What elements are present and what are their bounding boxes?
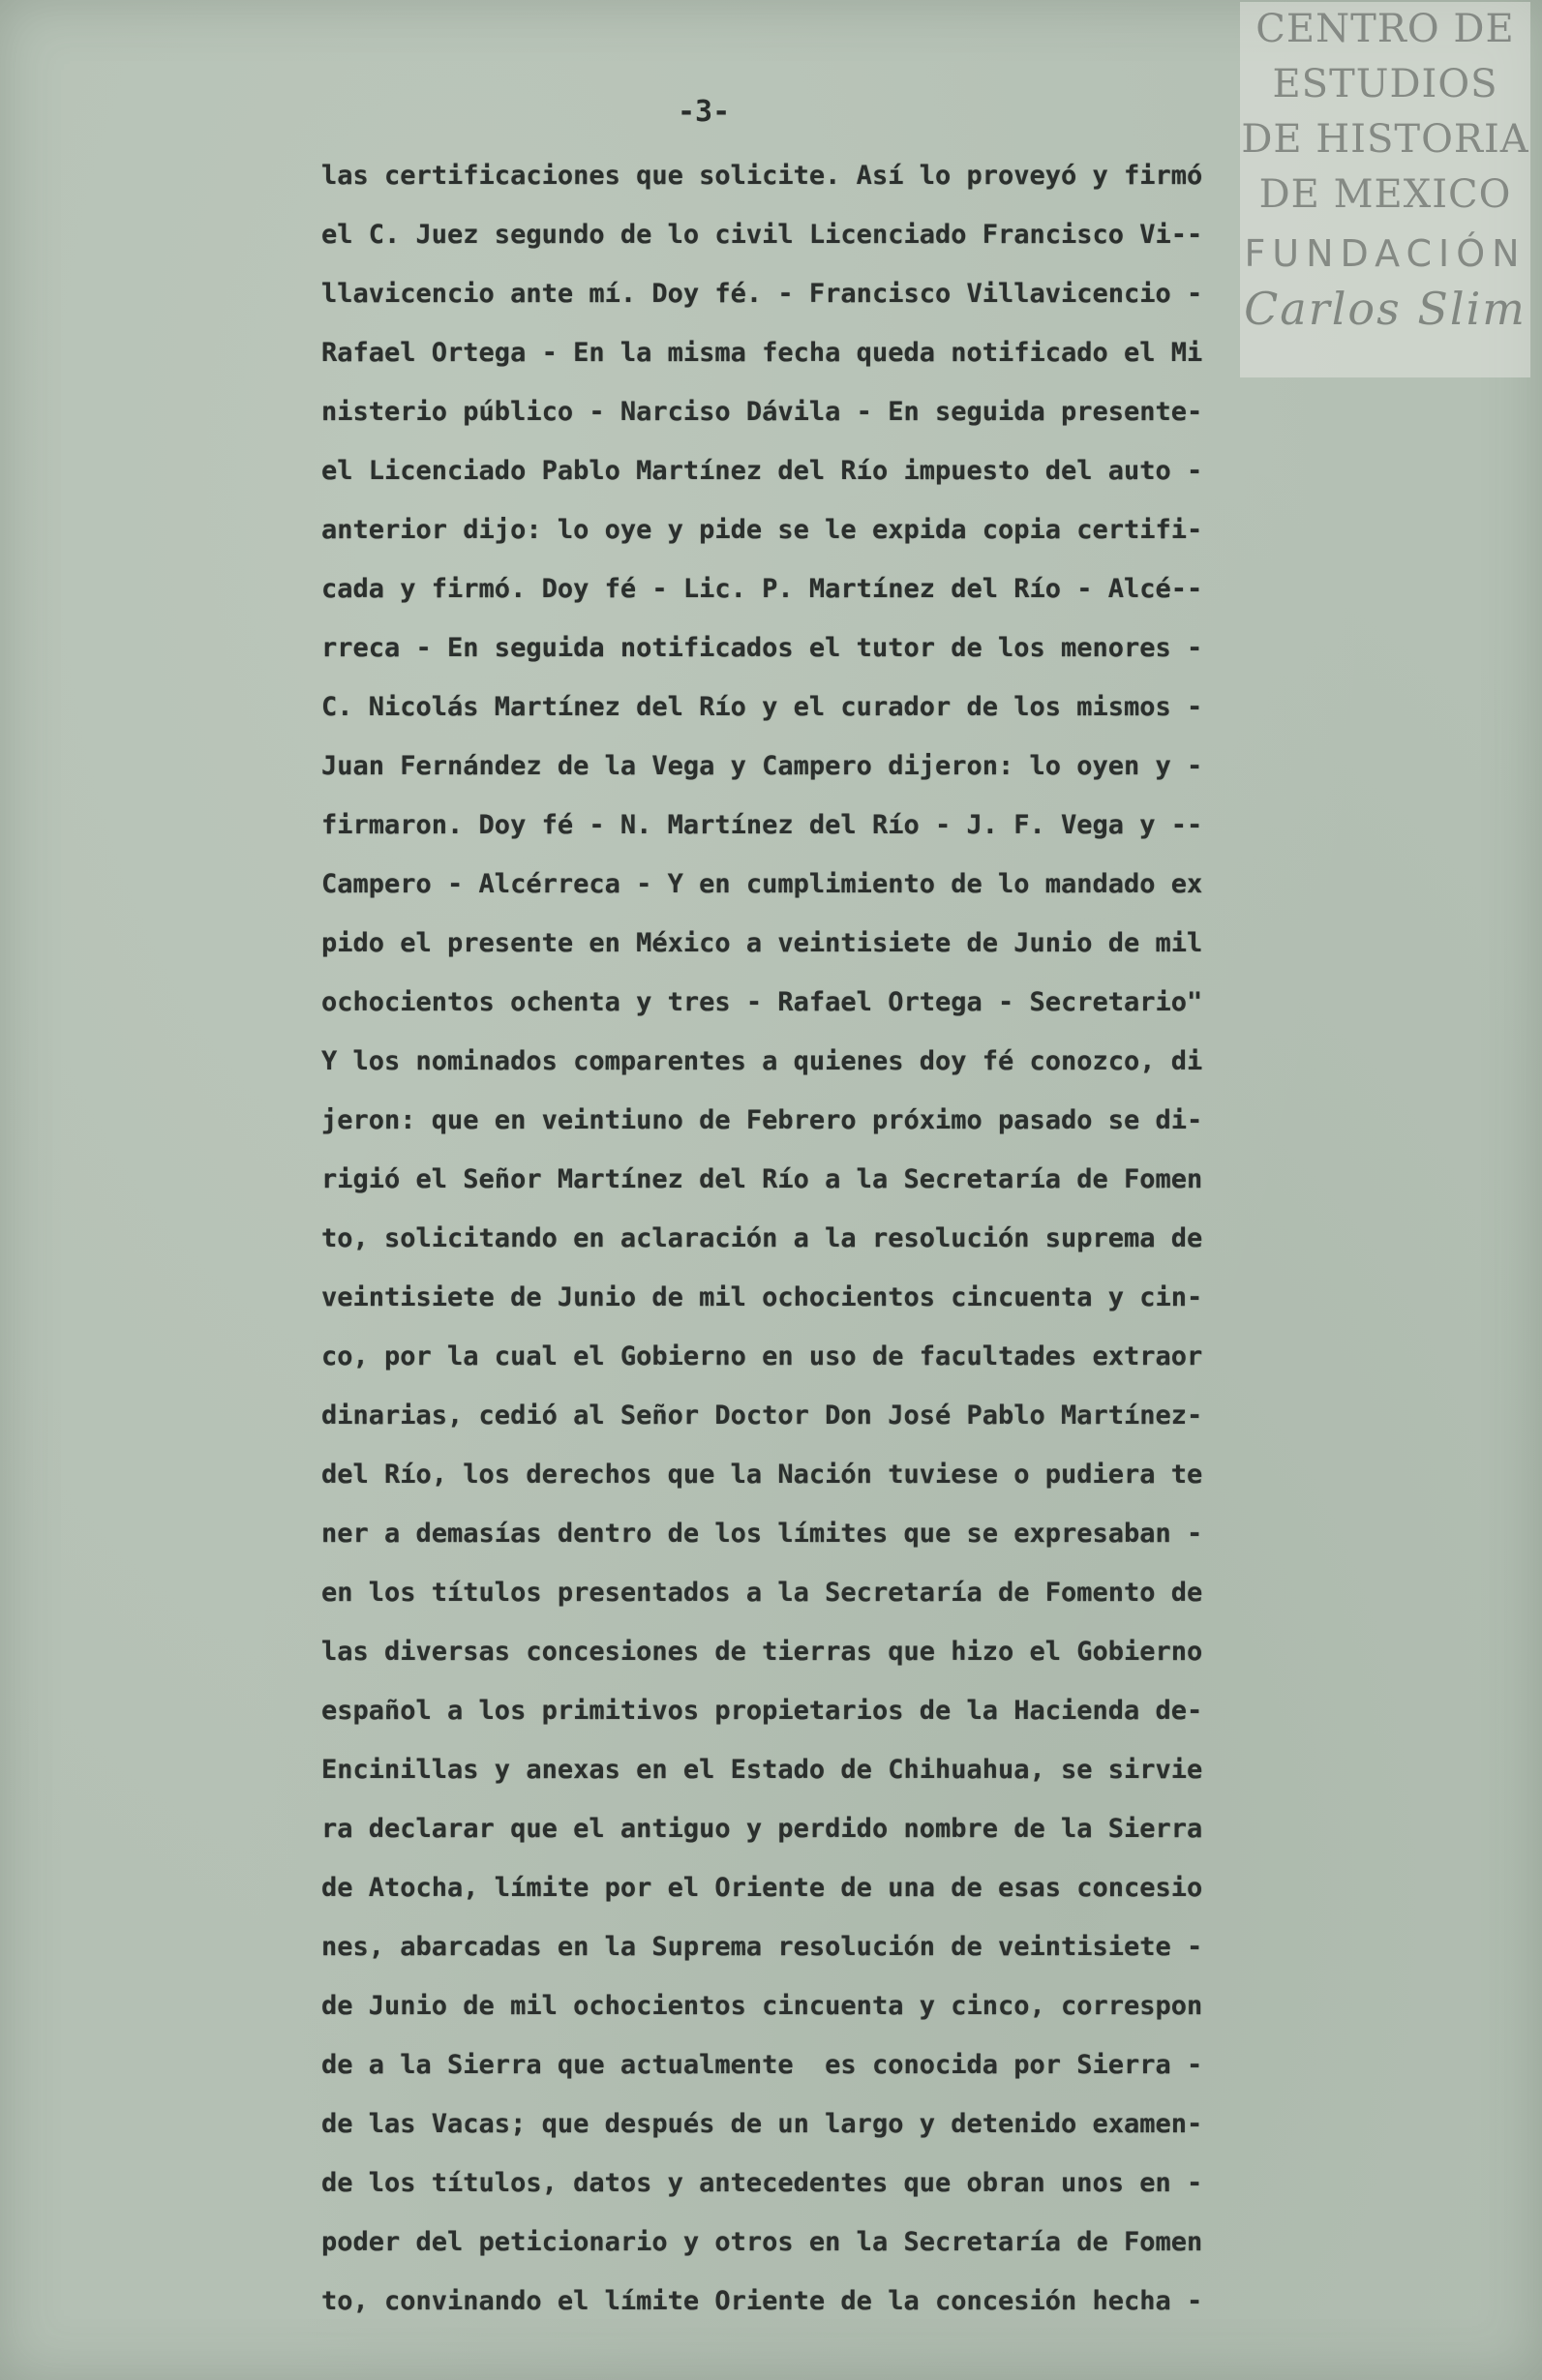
text-line: en los títulos presentados a la Secretaría de Fomento de bbox=[321, 1578, 1203, 1608]
text-line: to, convinando el límite Oriente de la concesión hecha - bbox=[321, 2286, 1203, 2316]
text-line: de los títulos, datos y antecedentes que obran unos en - bbox=[321, 2168, 1203, 2198]
watermark-signature: Carlos Slim bbox=[1244, 283, 1527, 335]
text-line: el C. Juez segundo de lo civil Licenciado Francisco Vi-- bbox=[321, 220, 1203, 250]
text-line: Campero - Alcérreca - Y en cumplimiento de lo mandado ex bbox=[321, 869, 1203, 899]
text-line: de las Vacas; que después de un largo y detenido examen- bbox=[321, 2109, 1203, 2139]
text-line: anterior dijo: lo oye y pide se le expida copia certifi- bbox=[321, 515, 1203, 545]
typewritten-body bbox=[321, 157, 1328, 2341]
text-line: de a la Sierra que actualmente es conocida por Sierra - bbox=[321, 2050, 1203, 2080]
text-line: ner a demasías dentro de los límites que se expresaban - bbox=[321, 1519, 1203, 1549]
text-line: firmaron. Doy fé - N. Martínez del Río - J. F. Vega y -- bbox=[321, 810, 1203, 840]
text-line: co, por la cual el Gobierno en uso de facultades extraor bbox=[321, 1341, 1203, 1371]
text-line: to, solicitando en aclaración a la resolución suprema de bbox=[321, 1223, 1203, 1253]
text-line: el Licenciado Pablo Martínez del Río impuesto del auto - bbox=[321, 456, 1203, 486]
page-number: -3- bbox=[678, 95, 731, 129]
text-line: ochocientos ochenta y tres - Rafael Ortega - Secretario" bbox=[321, 987, 1203, 1017]
text-line: de Junio de mil ochocientos cincuenta y cinco, correspon bbox=[321, 1991, 1203, 2021]
watermark-line: DE MEXICO bbox=[1258, 172, 1512, 217]
text-line: Rafael Ortega - En la misma fecha queda notificado el Mi bbox=[321, 338, 1203, 368]
text-line: Juan Fernández de la Vega y Campero dijeron: lo oyen y - bbox=[321, 751, 1203, 781]
text-line: nisterio público - Narciso Dávila - En seguida presente- bbox=[321, 397, 1203, 427]
watermark-line: ESTUDIOS bbox=[1272, 62, 1498, 106]
text-line: C. Nicolás Martínez del Río y el curador de los mismos - bbox=[321, 692, 1203, 722]
text-line: dinarias, cedió al Señor Doctor Don José Pablo Martínez- bbox=[321, 1401, 1203, 1431]
watermark-line: DE HISTORIA bbox=[1241, 117, 1529, 162]
text-line: Y los nominados comparentes a quienes doy fé conozco, di bbox=[321, 1046, 1203, 1076]
text-line: las diversas concesiones de tierras que hizo el Gobierno bbox=[321, 1637, 1203, 1667]
text-line: rreca - En seguida notificados el tutor de los menores - bbox=[321, 633, 1203, 663]
text-line: pido el presente en México a veintisiete de Junio de mil bbox=[321, 928, 1203, 958]
watermark-line: CENTRO DE bbox=[1255, 7, 1515, 51]
text-line: poder del peticionario y otros en la Secretaría de Fomen bbox=[321, 2227, 1203, 2257]
text-line: jeron: que en veintiuno de Febrero próximo pasado se di- bbox=[321, 1105, 1203, 1135]
text-line: rigió el Señor Martínez del Río a la Secretaría de Fomen bbox=[321, 1164, 1203, 1194]
text-line: español a los primitivos propietarios de la Hacienda de- bbox=[321, 1696, 1203, 1726]
text-line: llavicencio ante mí. Doy fé. - Francisco Villavicencio - bbox=[321, 279, 1203, 309]
text-line: ra declarar que el antiguo y perdido nombre de la Sierra bbox=[321, 1814, 1203, 1844]
text-line: veintisiete de Junio de mil ochocientos cincuenta y cin- bbox=[321, 1282, 1203, 1312]
text-line: las certificaciones que solicite. Así lo proveyó y firmó bbox=[321, 161, 1203, 191]
text-line: del Río, los derechos que la Nación tuviese o pudiera te bbox=[321, 1460, 1203, 1490]
text-line: nes, abarcadas en la Suprema resolución de veintisiete - bbox=[321, 1932, 1203, 1962]
text-line: de Atocha, límite por el Oriente de una de esas concesio bbox=[321, 1873, 1203, 1903]
text-line: cada y firmó. Doy fé - Lic. P. Martínez del Río - Alcé-- bbox=[321, 574, 1203, 604]
text-line: Encinillas y anexas en el Estado de Chihuahua, se sirvie bbox=[321, 1755, 1203, 1785]
watermark-line: FUNDACIÓN bbox=[1244, 232, 1527, 275]
